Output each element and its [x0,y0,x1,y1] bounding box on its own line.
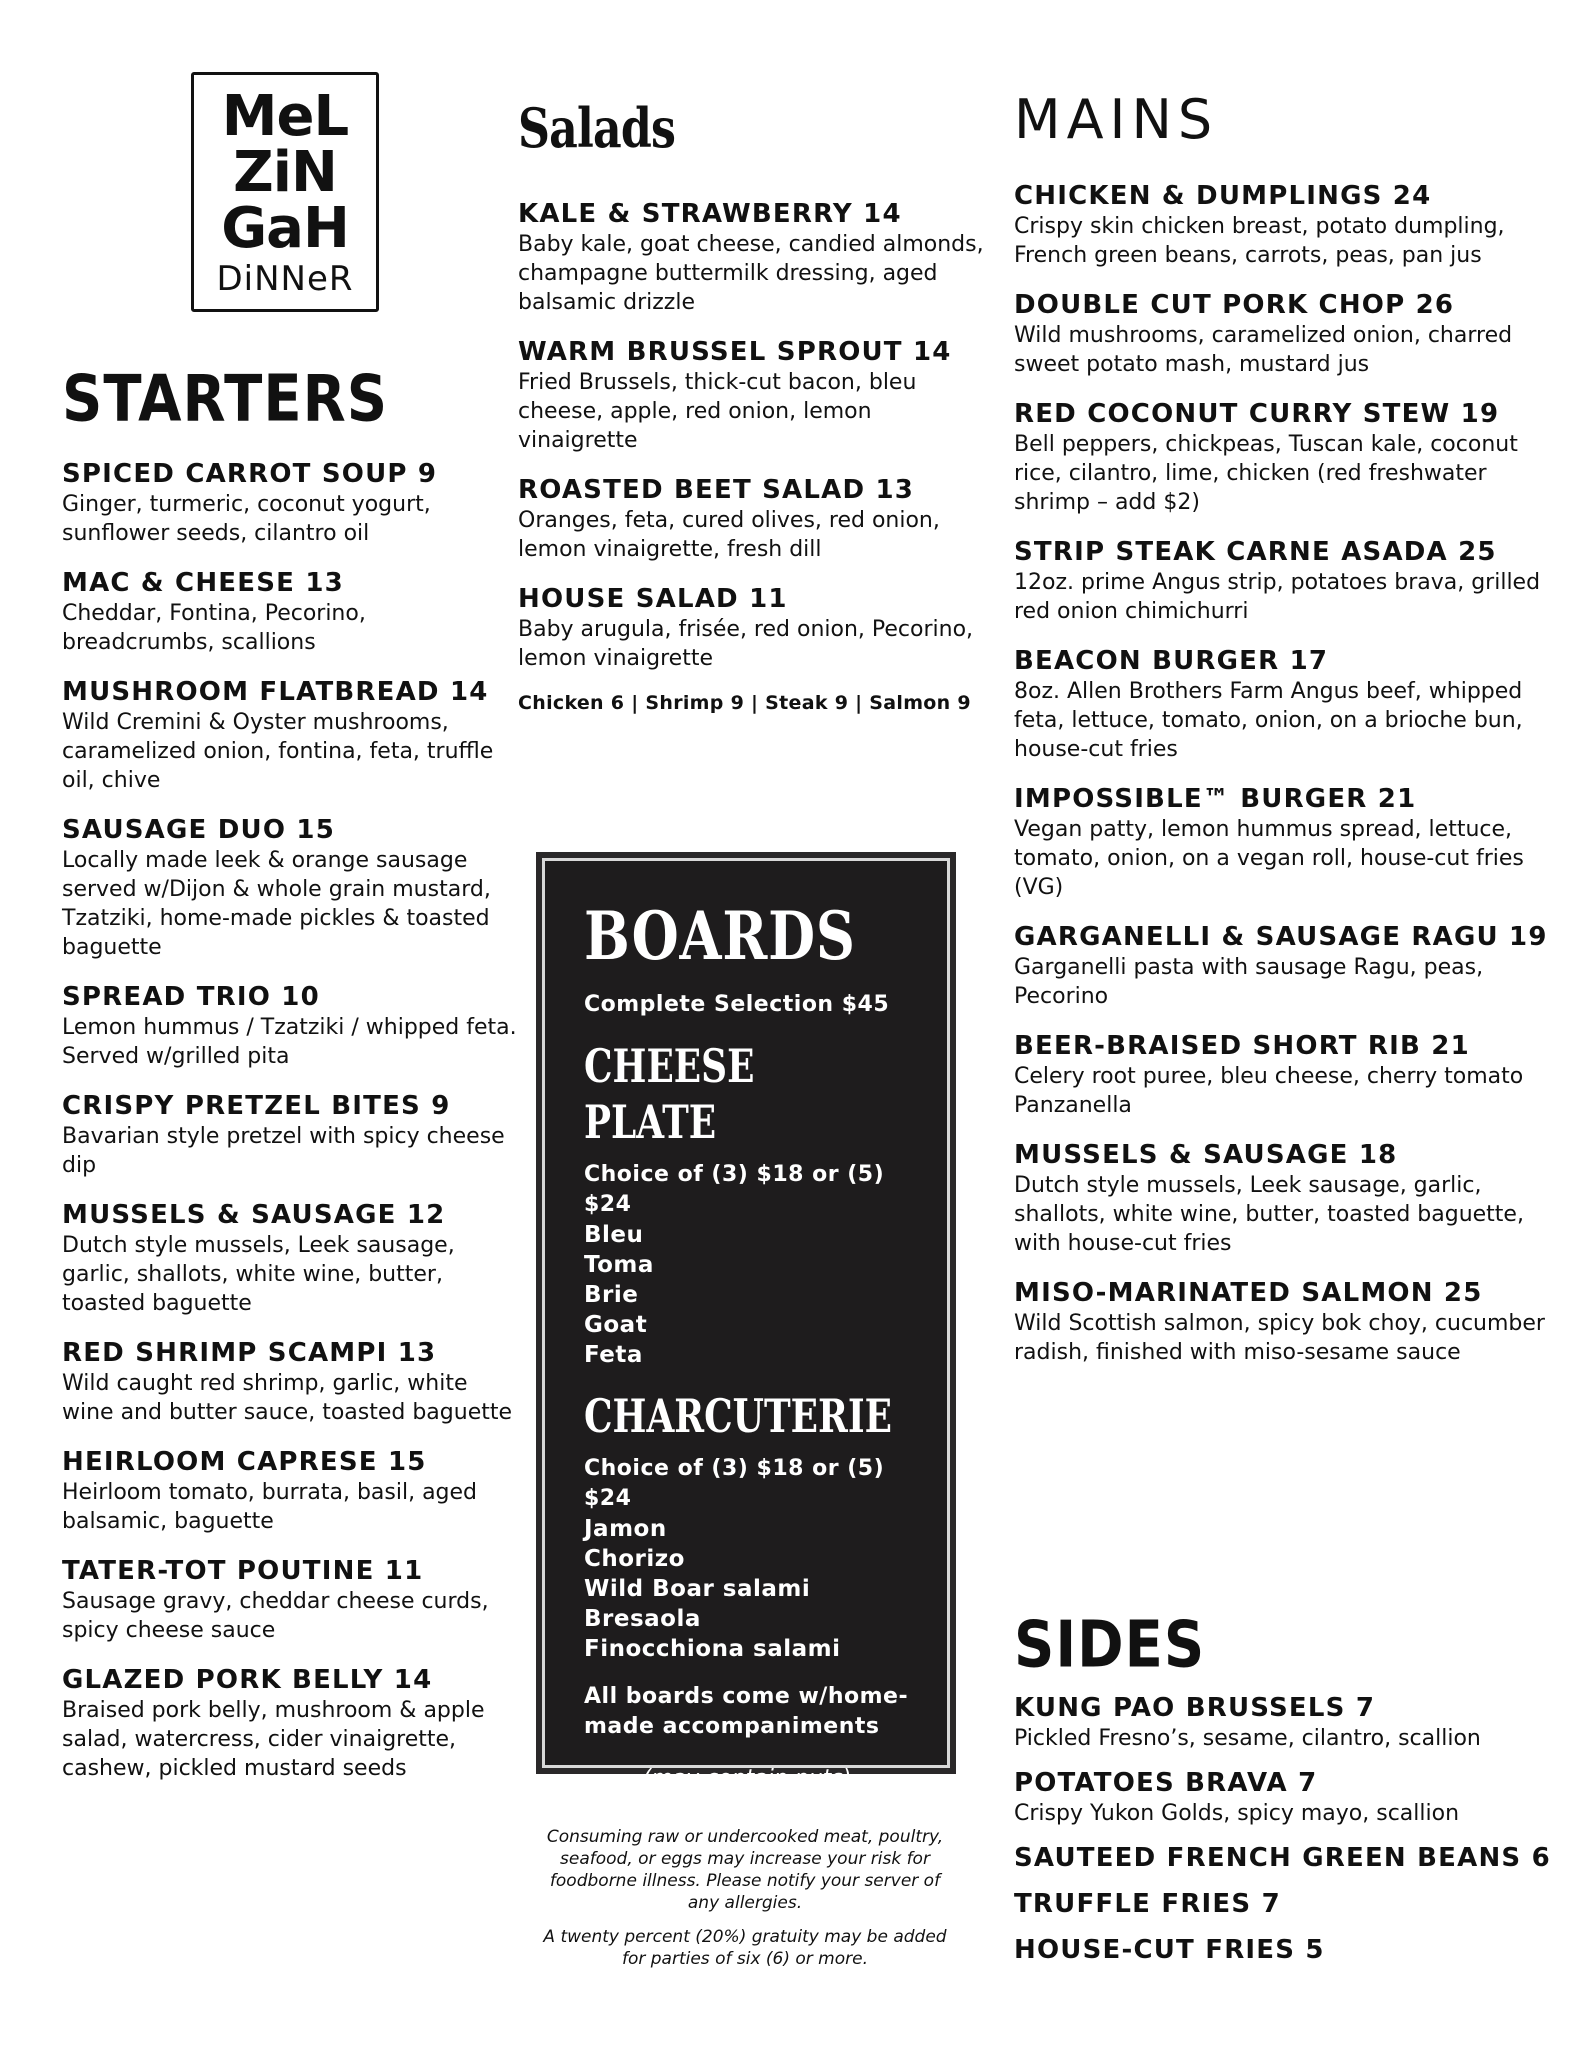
menu-item [1014,180,1554,270]
menu-item-description: Bavarian style pretzel with spicy cheese dip [62,1124,505,1178]
menu-item-name: RED SHRIMP SCAMPI 13 [62,1338,437,1368]
board-option: Chorizo [584,1546,685,1572]
menu-item [1014,921,1554,1011]
menu-item-description: Baby arugula, frisée, red onion, Pecorino, lemon vinaigrette [518,617,974,671]
menu-item-name: SAUTEED FRENCH GREEN BEANS 6 [1014,1843,1551,1873]
menu-item-name: BEACON BURGER 17 [1014,646,1329,676]
menu-item-description: Celery root puree, bleu cheese, cherry tomato Panzanella [1014,1064,1524,1118]
disclaimer [540,1826,950,1982]
menu-item [1014,1767,1554,1828]
charcuterie-choice: Choice of (3) $18 or (5) $24 [584,1456,885,1511]
menu-item-name: TRUFFLE FRIES 7 [1014,1889,1281,1919]
menu-item-description: Sausage gravy, cheddar cheese curds, spicy cheese sauce [62,1589,489,1643]
board-option: Bleu [584,1222,644,1248]
menu-item [1014,1888,1554,1920]
nuts-warning: (may contain nuts) [642,1766,852,1791]
board-option: Goat [584,1312,648,1338]
menu-item [1014,1692,1554,1753]
menu-item-name: TATER-TOT POUTINE 11 [62,1556,424,1586]
menu-item [1014,783,1554,902]
menu-item [62,1446,522,1536]
menu-item-name: POTATOES BRAVA 7 [1014,1768,1318,1798]
menu-item-description: Wild mushrooms, caramelized onion, charred sweet potato mash, mustard jus [1014,323,1513,377]
menu-item-name: MUSSELS & SAUSAGE 18 [1014,1140,1398,1170]
menu-item-description: Locally made leek & orange sausage served w/Dijon & whole grain mustard, Tzatziki, home-made pickles & toasted baguette [62,848,491,960]
menu-item-description: Ginger, turmeric, coconut yogurt, sunflower seeds, cilantro oil [62,492,431,546]
menu-item-name: KUNG PAO BRUSSELS 7 [1014,1693,1376,1723]
mains-list [1014,180,1554,1386]
sides-title: SIDES [1014,1608,1206,1683]
menu-item [62,981,522,1071]
restaurant-logo [191,72,379,312]
menu-item [62,1090,522,1180]
menu-item-name: STRIP STEAK CARNE ASADA 25 [1014,537,1497,567]
menu-item-name: DOUBLE CUT PORK CHOP 26 [1014,290,1455,320]
menu-item-name: GLAZED PORK BELLY 14 [62,1665,433,1695]
menu-item [62,1337,522,1427]
menu-item-name: BEER-BRAISED SHORT RIB 21 [1014,1031,1470,1061]
boards-title: BOARDS [584,897,856,975]
menu-item-description: Crispy Yukon Golds, spicy mayo, scallion [1014,1801,1460,1826]
menu-item-description: Garganelli pasta with sausage Ragu, peas, Pecorino [1014,955,1484,1009]
menu-item [1014,1139,1554,1258]
salads-list [518,198,988,714]
menu-item-name: KALE & STRAWBERRY 14 [518,199,902,229]
menu-item-description: Braised pork belly, mushroom & apple salad, watercress, cider vinaigrette, cashew, pickled mustard seeds [62,1698,485,1781]
menu-item-name: SPREAD TRIO 10 [62,982,320,1012]
menu-item-name: ROASTED BEET SALAD 13 [518,475,915,505]
menu-item-name: SAUSAGE DUO 15 [62,815,335,845]
menu-item [1014,289,1554,379]
starters-list [62,458,522,1802]
charcuterie-list [584,1514,910,1664]
menu-item [62,1555,522,1645]
menu-item-description: Lemon hummus / Tzatziki / whipped feta. Served w/grilled pita [62,1015,517,1069]
menu-item [62,458,522,548]
menu-item [62,814,522,962]
menu-item-description: Wild caught red shrimp, garlic, white wine and butter sauce, toasted baguette [62,1371,513,1425]
board-option: Bresaola [584,1606,701,1632]
board-option: Wild Boar salami [584,1576,811,1602]
gratuity-disclaimer: A twenty percent (20%) gratuity may be added for parties of six (6) or more. [543,1927,947,1969]
menu-item-name: MAC & CHEESE 13 [62,568,344,598]
menu-item [1014,1842,1554,1874]
board-option: Brie [584,1282,639,1308]
menu-item [1014,1277,1554,1367]
starters-title: STARTERS [62,362,389,437]
menu-item-description: Dutch style mussels, Leek sausage, garlic, shallots, white wine, butter, toasted baguette, with house-cut fries [1014,1173,1524,1256]
logo-line-2: ZiN [233,140,337,205]
menu-item [1014,536,1554,626]
menu-item-description: Heirloom tomato, burrata, basil, aged balsamic, baguette [62,1480,478,1534]
boards-complete-selection: Complete Selection $45 [584,992,890,1017]
menu-item-name: HEIRLOOM CAPRESE 15 [62,1447,427,1477]
menu-item-description: 12oz. prime Angus strip, potatoes brava, grilled red onion chimichurri [1014,570,1541,624]
menu-item-name: RED COCONUT CURRY STEW 19 [1014,399,1500,429]
logo-line-3: GaH [221,196,349,261]
boards-accompaniments-note: All boards come w/home-made accompaniments [584,1684,909,1739]
menu-item [518,474,988,564]
menu-item-name: WARM BRUSSEL SPROUT 14 [518,337,952,367]
raw-food-disclaimer: Consuming raw or undercooked meat, poultry, seafood, or eggs may increase your risk for foodborne illness. Please notify your server of any allergies. [546,1827,944,1913]
menu-item-description: Bell peppers, chickpeas, Tuscan kale, coconut rice, cilantro, lime, chicken (red freshwater shrimp – add $2) [1014,432,1518,515]
menu-item-description: Baby kale, goat cheese, candied almonds, champagne buttermilk dressing, aged balsamic drizzle [518,232,984,315]
menu-item [1014,398,1554,517]
logo-line-4: DiNNeR [216,259,354,299]
menu-item-description: Dutch style mussels, Leek sausage, garlic, shallots, white wine, butter, toasted baguette [62,1233,455,1316]
salads-title: Salads [518,96,676,160]
menu-item-name: GARGANELLI & SAUSAGE RAGU 19 [1014,922,1548,952]
mains-title: MAINS [1014,88,1219,151]
board-option: Feta [584,1342,643,1368]
menu-item [1014,645,1554,764]
menu-item [1014,1030,1554,1120]
menu-item [62,567,522,657]
menu-item-name: CRISPY PRETZEL BITES 9 [62,1091,451,1121]
cheese-plate-choice: Choice of (3) $18 or (5) $24 [584,1162,885,1217]
menu-item-description: Vegan patty, lemon hummus spread, lettuce, tomato, onion, on a vegan roll, house-cut fries (VG) [1014,817,1524,900]
menu-item [62,1199,522,1318]
menu-item-name: HOUSE SALAD 11 [518,584,788,614]
menu-item-name: MUSSELS & SAUSAGE 12 [62,1200,446,1230]
menu-item-name: MUSHROOM FLATBREAD 14 [62,677,489,707]
menu-item [62,676,522,795]
salad-addons: Chicken 6 | Shrimp 9 | Steak 9 | Salmon 9 [518,692,971,714]
menu-item [518,198,988,317]
charcuterie-title: CHARCUTERIE [584,1389,892,1443]
menu-item [1014,1934,1554,1966]
menu-item [62,1664,522,1783]
menu-item-description: Wild Cremini & Oyster mushrooms, caramelized onion, fontina, feta, truffle oil, chive [62,710,494,793]
menu-item [518,583,988,673]
menu-item-name: MISO-MARINATED SALMON 25 [1014,1278,1483,1308]
menu-item-name: HOUSE-CUT FRIES 5 [1014,1935,1325,1965]
menu-item-description: Wild Scottish salmon, spicy bok choy, cucumber radish, finished with miso-sesame sauce [1014,1311,1545,1365]
menu-item-description: Cheddar, Fontina, Pecorino, breadcrumbs, scallions [62,601,366,655]
menu-item-name: IMPOSSIBLE™ BURGER 21 [1014,784,1417,814]
cheese-plate-title: CHEESE PLATE [584,1039,755,1149]
menu-item-name: CHICKEN & DUMPLINGS 24 [1014,181,1432,211]
menu-item-description: Oranges, feta, cured olives, red onion, lemon vinaigrette, fresh dill [518,508,940,562]
menu-item-description: Pickled Fresno’s, sesame, cilantro, scallion [1014,1726,1481,1751]
menu-item-description: 8oz. Allen Brothers Farm Angus beef, whipped feta, lettuce, tomato, onion, on a brioche bun, house-cut fries [1014,679,1523,762]
menu-item-description: Crispy skin chicken breast, potato dumpling, French green beans, carrots, peas, pan jus [1014,214,1505,268]
sides-list [1014,1692,1554,1980]
cheese-list [584,1220,910,1370]
board-option: Toma [584,1252,654,1278]
menu-item-description: Fried Brussels, thick-cut bacon, bleu cheese, apple, red onion, lemon vinaigrette [518,370,917,453]
board-option: Finocchiona salami [584,1636,841,1662]
boards-panel [536,852,956,1791]
menu-item-name: SPICED CARROT SOUP 9 [62,459,438,489]
menu-item [518,336,988,455]
logo-line-1: MeL [221,84,349,149]
board-option: Jamon [584,1516,667,1542]
